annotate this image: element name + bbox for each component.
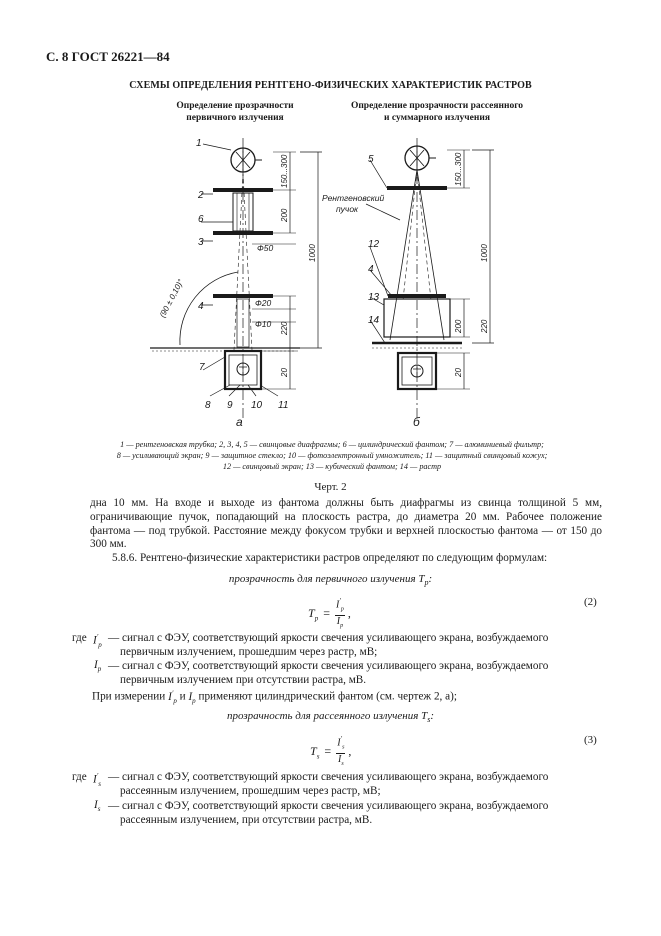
- label-5: 5: [368, 154, 374, 165]
- formula-2: $T_p$ = $\frac{I'_p}{I_p}$ ,: [308, 596, 351, 632]
- defs-1-text-2b: первичным излучением при отсутствии растра, мВ.: [120, 674, 367, 686]
- formula-2-lhs: $T_p$: [308, 605, 319, 623]
- formula-3-numerator: $I'_s$: [336, 734, 345, 754]
- label-2: 2: [198, 190, 204, 201]
- technical-drawing: [0, 0, 661, 436]
- formula-2-caption-text: прозрачность для рассеянного излучения: [226, 710, 419, 722]
- dim-220-right: 220: [480, 319, 489, 333]
- defs-2-text-1a: — сигнал с ФЭУ, соответствующий яркости свечения усиливающего экрана, возбуждаемого: [108, 771, 549, 783]
- dim-d50: Ф50: [257, 243, 274, 253]
- fig-letter-b: б: [413, 415, 420, 429]
- label-10: 10: [251, 400, 263, 411]
- dim-20-right: 20: [454, 368, 463, 377]
- dim-20-left: 20: [280, 368, 289, 377]
- defs-2-where: где: [72, 771, 87, 783]
- defs-1-text-1b: первичным излучением, прошедшим через растр, мВ;: [120, 646, 378, 658]
- dim-1000-right: 1000: [480, 244, 489, 262]
- equation-number-2: (2): [584, 596, 597, 608]
- beam-label-line-1: Рентгеновский: [322, 193, 385, 203]
- formula-3-lhs: $T_s$: [310, 743, 320, 761]
- defs-2-sym-1: $I'_s$: [93, 772, 101, 788]
- equation-number-3: (3): [584, 734, 597, 746]
- measurement-note: При измерении $I'_p$ и $I_p$ применяют цилиндрический фантом (см. чертеж 2, а);: [92, 689, 457, 705]
- formula-2-denominator: $I_p$: [336, 616, 344, 630]
- dim-1000-left: 1000: [308, 244, 317, 262]
- label-6: 6: [198, 214, 204, 225]
- scheme-b: [366, 138, 494, 420]
- defs-1-where: где: [72, 632, 87, 644]
- formula-2-caption: [0, 710, 661, 724]
- label-1: 1: [196, 138, 202, 149]
- defs-2-text-1b: рассеянным излучением, прошедшим через растр, мВ;: [120, 785, 381, 797]
- subtitle-left-line-1: Определение прозрачности: [176, 101, 294, 111]
- subtitle-left-line-2: первичного излучения: [186, 113, 284, 123]
- subtitle-right-line-2: и суммарного излучения: [384, 113, 490, 123]
- defs-2-sym-2: $I_s$: [94, 799, 101, 814]
- formula-3: $T_s$ = $\frac{I'_s}{I_s}$ ,: [310, 734, 351, 770]
- defs-1-text-1a: — сигнал с ФЭУ, соответствующий яркости свечения усиливающего экрана, возбуждаемого: [108, 632, 549, 644]
- formula-2-numerator: $I'_p$: [335, 596, 345, 616]
- label-4-right: 4: [368, 264, 374, 275]
- page-header: С. 8 ГОСТ 26221—84: [46, 49, 170, 64]
- defs-1-text-2a: — сигнал с ФЭУ, соответствующий яркости свечения усиливающего экрана, возбуждаемого: [108, 660, 549, 672]
- fig-letter-a: а: [236, 415, 243, 429]
- dim-200-left: 200: [280, 208, 289, 222]
- dim-150-300-right: 150...300: [454, 152, 463, 186]
- label-11: 11: [278, 400, 289, 411]
- label-3: 3: [198, 237, 204, 248]
- figure-legend: [56, 439, 608, 472]
- formula-1-caption-symbol: $T_p$:: [418, 573, 433, 588]
- legend-line-3: 12 — свинцовый экран; 13 — кубический фантом; 14 — растр: [222, 462, 442, 471]
- legend-line-2: 8 — усиливающий экран; 9 — защитное стекло; 10 — фотоэлектронный умножитель; 11 — защитный свинцовый кожух;: [116, 451, 548, 460]
- dim-d20: Ф20: [255, 298, 272, 308]
- formula-2-caption-symbol: $T_s$:: [421, 710, 434, 725]
- subtitle-right-line-1: Определение прозрачности рассеянного: [350, 101, 524, 111]
- beam-label-line-2: пучок: [336, 204, 359, 214]
- dim-220-left: 220: [280, 321, 289, 335]
- defs-2-text-2b: рассеянным излучением, при отсутствии растра, мВ.: [120, 814, 373, 826]
- defs-1-sym-1: $I'_p$: [93, 633, 102, 649]
- defs-1-sym-2: $I_p$: [94, 659, 102, 674]
- label-4-left: 4: [198, 301, 204, 312]
- dim-angle: (90 ± 0,10)°: [157, 277, 186, 319]
- paragraph-phantom: дна 10 мм. На входе и выходе из фантома должны быть диафрагмы из свинца толщиной 5 мм, ограничивающие пучок, попадающий на плоскость растра, до диаметра 20 мм. Рабочее положение фантома — под трубкой. Расстояние между фокусом трубки и верхней плоскостью фантома — от 150 до 300 мм.: [90, 497, 602, 551]
- figure-title: СХЕМЫ ОПРЕДЕЛЕНИЯ РЕНТГЕНО-ФИЗИЧЕСКИХ ХАРАКТЕРИСТИК РАСТРОВ: [129, 80, 532, 91]
- label-13: 13: [368, 292, 380, 303]
- formula-1-caption: [0, 573, 661, 587]
- defs-2-text-2a: — сигнал с ФЭУ, соответствующий яркости свечения усиливающего экрана, возбуждаемого: [108, 800, 549, 812]
- formula-3-denominator: $I_s$: [337, 754, 344, 768]
- dim-150-300-left: 150...300: [280, 154, 289, 188]
- label-12: 12: [368, 239, 380, 250]
- figure-caption: Черт. 2: [314, 481, 347, 493]
- label-14: 14: [368, 315, 380, 326]
- label-7: 7: [199, 362, 205, 373]
- dim-200-right: 200: [454, 319, 463, 333]
- legend-line-1: 1 — рентгеновская трубка; 2, 3, 4, 5 — свинцовые диафрагмы; 6 — цилиндрический фантом; 7 — алюминиевый фильтр;: [120, 440, 544, 449]
- dim-d10: Ф10: [255, 319, 272, 329]
- formula-1-caption-text: прозрачность для первичного излучения: [228, 573, 416, 585]
- label-9: 9: [227, 400, 233, 411]
- paragraph-5-8-6: 5.8.6. Рентгено-физические характеристики растров определяют по следующим формулам:: [112, 552, 548, 564]
- label-8: 8: [205, 400, 211, 411]
